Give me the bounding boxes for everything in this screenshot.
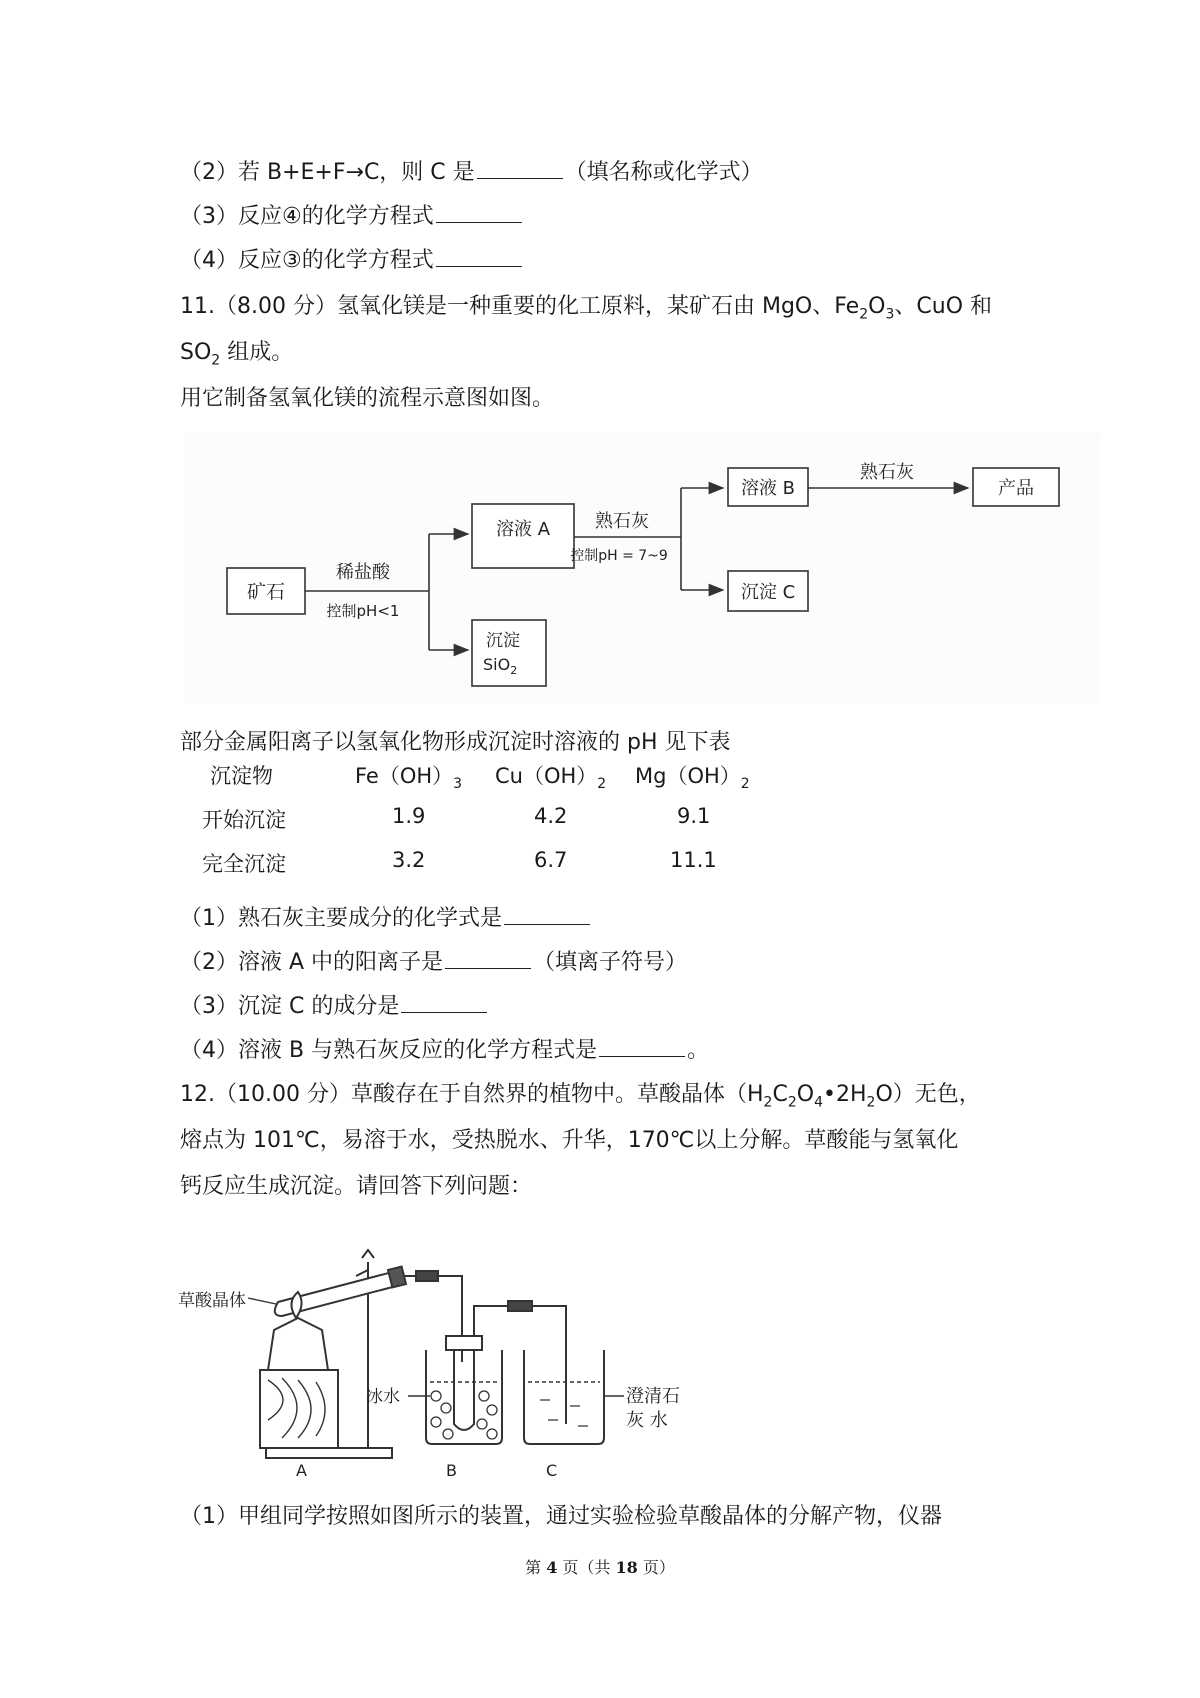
table-cell: 开始沉淀 (202, 808, 286, 832)
label-ice-water: 冰水 (366, 1387, 400, 1407)
answer-blank[interactable] (599, 1034, 685, 1057)
q10-part3-text: （3）反应④的化学方程式 (180, 204, 434, 229)
table-cell: 完全沉淀 (202, 852, 286, 876)
q11-text-compose: 组成。 (220, 340, 294, 365)
q10-part2 (180, 156, 763, 188)
apparatus-figure (178, 1240, 738, 1480)
label-crystal: 草酸晶体 (178, 1291, 246, 1311)
label-lime-1: 熟石灰 (595, 511, 649, 532)
q11-stem-line3: 用它制备氢氧化镁的流程示意图如图。 (180, 386, 555, 411)
label-b: B (446, 1461, 457, 1480)
q11-part4 (180, 1034, 709, 1066)
q12-part1: （1）甲组同学按照如图所示的装置，通过实验检验草酸晶体的分解产物，仪器 (180, 1504, 942, 1529)
q11-part2-suffix: （填离子符号） (533, 950, 688, 975)
label-c: C (546, 1461, 558, 1480)
q11-part1 (180, 902, 592, 934)
q11-text-a: 11.（8.00 分）氢氧化镁是一种重要的化工原料，某矿石由 MgO、Fe (180, 294, 860, 319)
q10-part4-text: （4）反应③的化学方程式 (180, 248, 434, 273)
stand-base (266, 1448, 392, 1458)
box-sio2 (472, 620, 546, 686)
label-lime-2: 熟石灰 (860, 462, 914, 483)
q11-part3-text: （3）沉淀 C 的成分是 (180, 994, 400, 1019)
q11-part3 (180, 990, 489, 1022)
q11-sub: 3 (885, 306, 895, 323)
answer-blank[interactable] (436, 200, 522, 223)
q11-text-so: SO (180, 340, 212, 365)
q11-stem-line2 (180, 338, 293, 375)
q11-text-c: 、CuO 和 (894, 294, 993, 319)
clamp (356, 1250, 374, 1276)
table-header-cell: $Mg(OH)_2$ (635, 764, 750, 793)
alcohol-lamp (268, 1318, 328, 1370)
table-cell: 4.2 (534, 804, 568, 828)
q11-text-b: O (868, 294, 886, 319)
label-ctrl-2: 控制pH = 7~9 (570, 548, 668, 564)
flow-chart (185, 432, 1100, 704)
q12-stem-line1: 12.（10.00 分）草酸存在于自然界的植物中。草酸晶体$(H_2C_2O_4•2H_2O)$无色， (180, 1082, 981, 1111)
answer-blank[interactable] (445, 946, 531, 969)
label-acid-ctrl: 控制pH<1 (326, 602, 400, 620)
label-ore: 矿石 (246, 581, 286, 603)
q10-part2-suffix: （填名称或化学式） (564, 160, 763, 185)
label-sio2-formula: SiO$_2$ (483, 655, 518, 677)
label-a: A (296, 1461, 307, 1480)
q11-stem-line1 (180, 292, 992, 329)
page-number: 4 (546, 1558, 558, 1577)
label-solution-b: 溶液 B (740, 478, 796, 499)
beaker-c (524, 1350, 604, 1444)
q10-part3 (180, 200, 524, 232)
answer-blank[interactable] (401, 990, 487, 1013)
q11-part4-text: （4）溶液 B 与熟石灰反应的化学方程式是 (180, 1038, 598, 1063)
answer-blank[interactable] (477, 156, 563, 179)
table-header-cell: $Fe(OH)_3$ (355, 764, 463, 793)
q11-sub: 2 (211, 352, 221, 369)
q11-part1-text: （1）熟石灰主要成分的化学式是 (180, 906, 502, 931)
label-product: 产品 (998, 478, 1034, 499)
q11-part2-text: （2）溶液 A 中的阳离子是 (180, 950, 444, 975)
table-header-cell: $Cu(OH)_2$ (495, 764, 607, 793)
table-intro: 部分金属阳离子以氢氧化物形成沉淀时溶液的 pH 见下表 (180, 730, 731, 755)
label-sio2-top: 沉淀 (486, 631, 520, 651)
table-header-cell: 沉淀物 (210, 764, 273, 788)
q10-part2-text: （2）若 B+E+F→C，则 C 是 (180, 160, 475, 185)
label-limewater-1: 澄清石 (626, 1386, 680, 1407)
u-tube-holder (446, 1336, 482, 1350)
table-cell: 1.9 (392, 804, 426, 828)
q11-part2 (180, 946, 687, 978)
table-cell: 9.1 (677, 804, 711, 828)
label-solution-a: 溶液 A (495, 519, 551, 540)
page-footer: 第 4 页（共 18 页） (525, 1558, 675, 1577)
answer-blank[interactable] (436, 244, 522, 267)
q10-part4 (180, 244, 524, 276)
q12-stem-line2: 熔点为 101℃，易溶于水，受热脱水、升华，170℃以上分解。草酸能与氢氧化 (180, 1128, 959, 1153)
table-cell: 6.7 (534, 848, 568, 872)
q11-sub: 2 (859, 306, 869, 323)
table-cell: 3.2 (392, 848, 426, 872)
label-acid: 稀盐酸 (336, 562, 390, 583)
page-total: 18 (615, 1558, 638, 1577)
label-precipitate-c: 沉淀 C (740, 582, 796, 603)
label-limewater-2: 灰 水 (626, 1410, 668, 1431)
answer-blank[interactable] (504, 902, 590, 925)
q12-stem-line3: 钙反应生成沉淀。请回答下列问题： (180, 1174, 533, 1199)
table-cell: 11.1 (670, 848, 717, 872)
q11-part4-suffix: 。 (687, 1038, 710, 1063)
